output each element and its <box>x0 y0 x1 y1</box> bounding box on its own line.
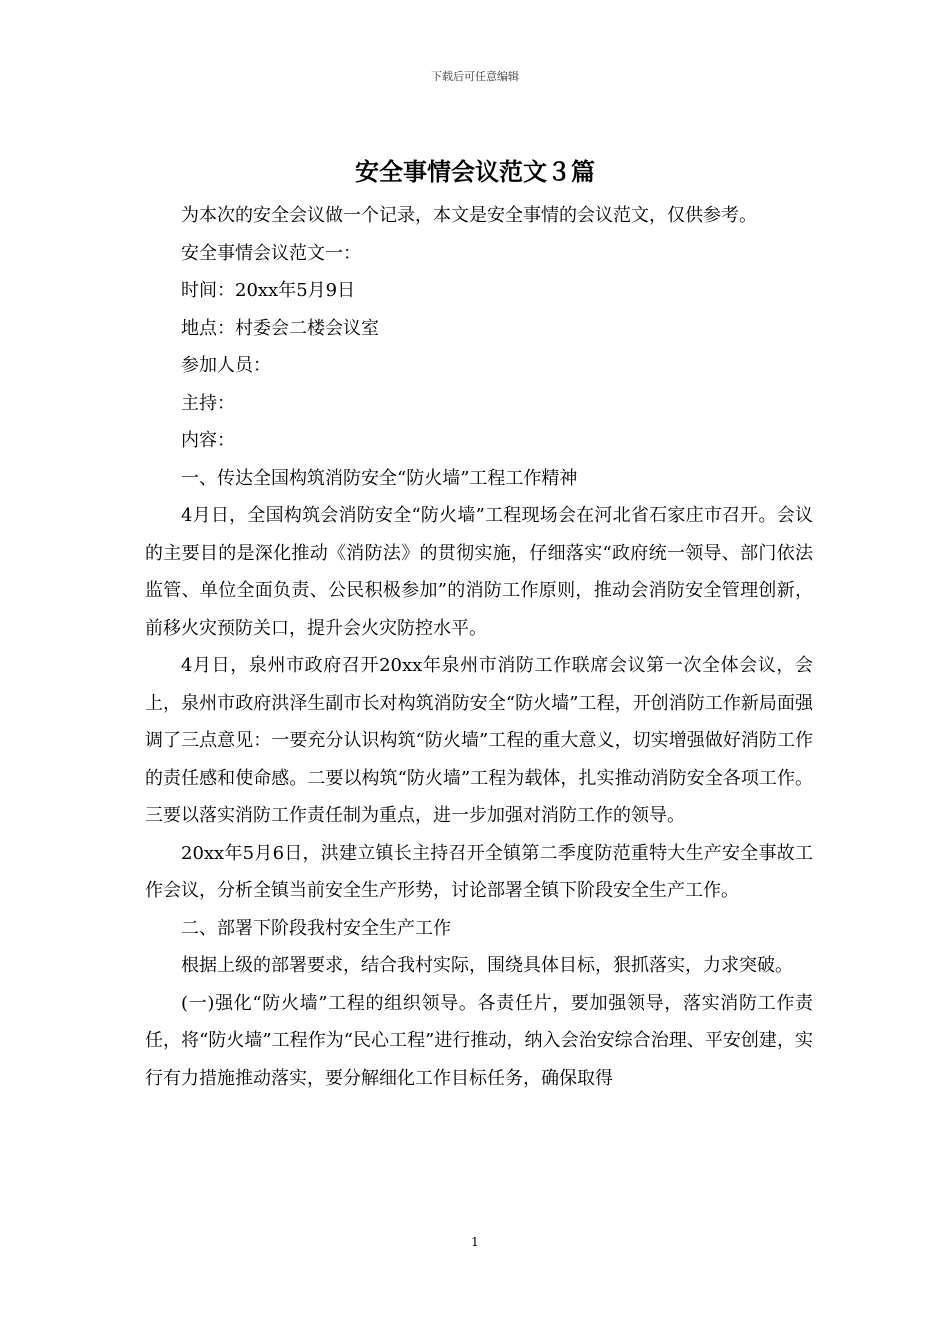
paragraph: 4月日，泉州市政府召开20xx年泉州市消防工作联席会议第一次全体会议，会上，泉州市政府洪泽生副市长对构筑消防安全“防火墙”工程，开创消防工作新局面强调了三点意见：一要充分认识构筑“防火墙”工程的重大意义，切实增强做好消防工作的责任感和使命感。二要以构筑“防火墙”工程为载体，扎实推动消防安全各项工作。三要以落实消防工作责任制为重点，进一步加强对消防工作的领导。 <box>145 655 813 826</box>
paragraph: 主持： <box>181 392 235 414</box>
page-number: 1 <box>471 1235 479 1249</box>
paragraph: (一)强化“防火墙”工程的组织领导。各责任片，要加强领导，落实消防工作责任，将“防火墙”工程作为“民心工程”进行推动，纳入会治安综合治理、平安创建，实行有力措施推动落实，要分解细化工作目标任务，确保取得 <box>145 992 813 1089</box>
paragraph: 安全事情会议范文一： <box>181 242 361 264</box>
paragraph: 根据上级的部署要求，结合我村实际，围绕具体目标，狠抓落实，力求突破。 <box>181 955 793 976</box>
paragraph: 地点：村委会二楼会议室 <box>181 317 379 339</box>
section-heading: 一、传达全国构筑消防安全“防火墙”工程工作精神 <box>181 467 578 489</box>
section-heading: 二、部署下阶段我村安全生产工作 <box>181 917 451 939</box>
document-body <box>145 197 813 1097</box>
page-header-note: 下载后可任意编辑 <box>431 70 519 83</box>
document-title: 安全事情会议范文３篇 <box>355 158 595 186</box>
paragraph: 内容： <box>181 430 235 451</box>
paragraph: 参加人员： <box>181 355 271 376</box>
paragraph: 4月日，全国构筑会消防安全“防火墙”工程现场会在河北省石家庄市召开。会议的主要目的是深化推动《消防法》的贯彻实施，仔细落实“政府统一领导、部门依法监管、单位全面负责、公民积极参加”的消防工作原则，推动会消防安全管理创新，前移火灾预防关口，提升会火灾防控水平。 <box>145 505 813 639</box>
paragraph: 20xx年5月6日，洪建立镇长主持召开全镇第二季度防范重特大生产安全事故工作会议，分析全镇当前安全生产形势，讨论部署全镇下阶段安全生产工作。 <box>145 842 813 901</box>
paragraph: 为本次的安全会议做一个记录，本文是安全事情的会议范文，仅供参考。 <box>181 205 757 226</box>
paragraph: 时间：20xx年5月9日 <box>181 280 356 301</box>
